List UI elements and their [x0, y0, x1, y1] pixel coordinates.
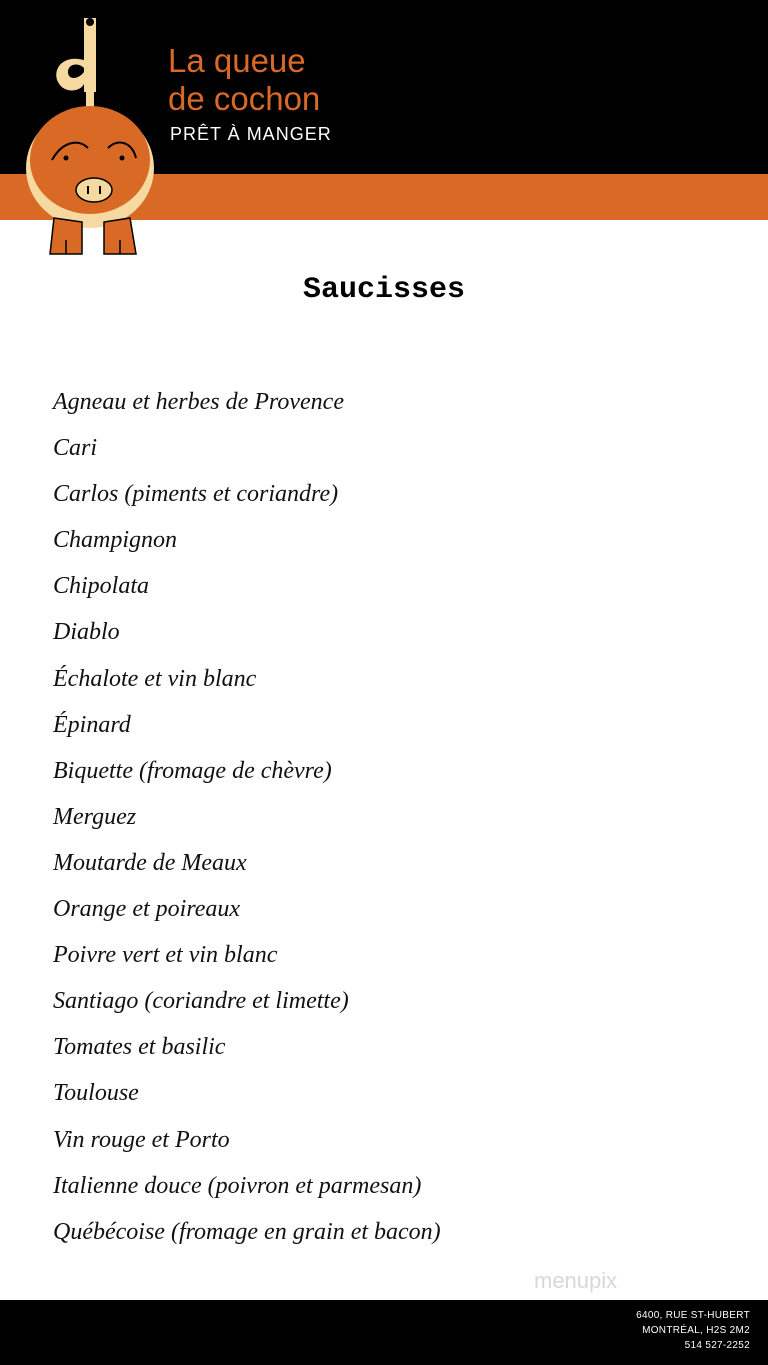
phone-number: 514 527-2252 [684, 1340, 750, 1351]
list-item: Épinard [53, 711, 131, 738]
list-item: Moutarde de Meaux [53, 849, 247, 876]
list-item: Biquette (fromage de chèvre) [53, 757, 332, 784]
list-item: Italienne douce (poivron et parmesan) [53, 1172, 422, 1199]
brand-line-2: de cochon [168, 80, 321, 117]
list-item: Diablo [53, 619, 120, 646]
page-title: Saucisses [302, 273, 466, 307]
list-item: Champignon [53, 527, 178, 554]
list-item: Carlos (piments et coriandre) [53, 481, 339, 508]
brand-name [168, 42, 332, 146]
address-city: MONTRÉAL, H2S 2M2 [642, 1325, 750, 1336]
list-item: Québécoise (fromage en grain et bacon) [53, 1218, 441, 1245]
sausage-list [53, 379, 441, 1255]
pig-logo-icon [22, 10, 162, 260]
watermark: menupix [534, 1268, 618, 1293]
list-item: Merguez [53, 803, 137, 830]
list-item: Poivre vert et vin blanc [53, 942, 278, 969]
footer [0, 1300, 768, 1365]
list-item: Agneau et herbes de Provence [53, 389, 344, 415]
list-item: Orange et poireaux [53, 896, 241, 923]
list-item: Échalote et vin blanc [53, 665, 257, 692]
footer-address [636, 1308, 750, 1353]
list-item: Tomates et basilic [53, 1034, 226, 1061]
list-item: Santiago (coriandre et limette) [53, 988, 349, 1015]
address-street: 6400, RUE ST-HUBERT [636, 1310, 750, 1321]
list-item: Chipolata [53, 573, 150, 600]
list-item: Vin rouge et Porto [53, 1126, 230, 1153]
brand-line-1: La queue [168, 42, 306, 79]
list-item: Toulouse [53, 1080, 139, 1107]
list-item: Cari [53, 435, 98, 462]
brand-tagline: PRÊT À MANGER [170, 124, 332, 144]
